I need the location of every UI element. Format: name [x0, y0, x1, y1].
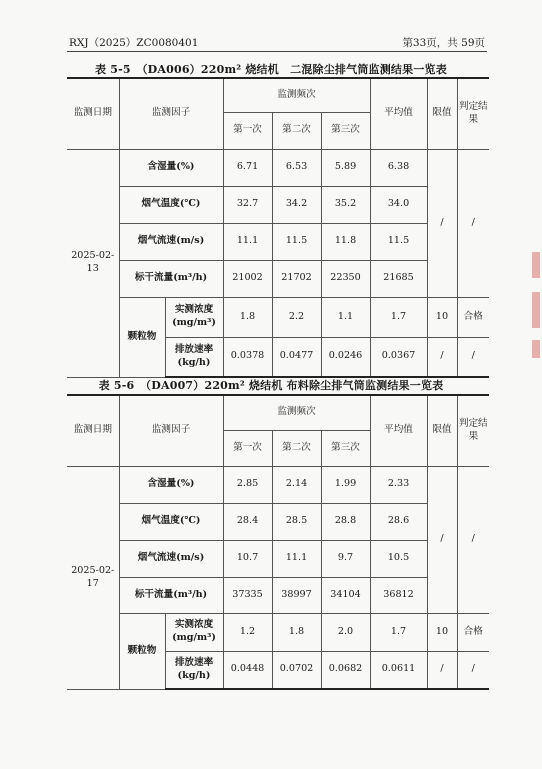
judgement-cell: / — [457, 466, 489, 613]
monitoring-date: 2025-02-13 — [67, 149, 119, 377]
header-frequency: 监测频次 — [223, 395, 370, 430]
value-cell: 28.5 — [272, 503, 321, 540]
factor-label: 烟气温度(℃) — [119, 503, 223, 540]
value-cell: 5.89 — [321, 149, 370, 186]
value-cell: 11.5 — [272, 223, 321, 260]
value-cell: 1.2 — [223, 613, 272, 651]
judgement-cell: / — [457, 337, 489, 377]
header-judgement: 判定结果 — [457, 78, 489, 149]
average-cell: 0.0611 — [370, 651, 427, 689]
value-cell: 11.8 — [321, 223, 370, 260]
header-date: 监测日期 — [67, 78, 119, 149]
header-date: 监测日期 — [67, 395, 119, 466]
page-header — [69, 36, 485, 50]
value-cell: 9.7 — [321, 540, 370, 577]
value-cell: 0.0378 — [223, 337, 272, 377]
average-cell: 6.38 — [370, 149, 427, 186]
header-limit: 限值 — [427, 395, 457, 466]
value-cell: 0.0448 — [223, 651, 272, 689]
header-run: 第三次 — [321, 112, 370, 149]
average-cell: 11.5 — [370, 223, 427, 260]
value-cell: 11.1 — [272, 540, 321, 577]
value-cell: 21702 — [272, 260, 321, 297]
value-cell: 22350 — [321, 260, 370, 297]
factor-label: 实测浓度(mg/m³) — [165, 613, 223, 651]
monitoring-date: 2025-02-17 — [67, 466, 119, 689]
header-average: 平均值 — [370, 395, 427, 466]
value-cell: 1.8 — [272, 613, 321, 651]
average-cell: 1.7 — [370, 613, 427, 651]
factor-label: 标干流量(m³/h) — [119, 260, 223, 297]
value-cell: 34.2 — [272, 186, 321, 223]
average-cell: 28.6 — [370, 503, 427, 540]
factor-label: 烟气流速(m/s) — [119, 223, 223, 260]
factor-label: 烟气温度(℃) — [119, 186, 223, 223]
value-cell: 2.85 — [223, 466, 272, 503]
monitoring-table — [67, 394, 489, 690]
factor-label: 含湿量(%) — [119, 466, 223, 503]
value-cell: 35.2 — [321, 186, 370, 223]
value-cell: 2.14 — [272, 466, 321, 503]
judgement-cell: / — [457, 651, 489, 689]
header-average: 平均值 — [370, 78, 427, 149]
header-rule — [67, 51, 487, 52]
average-cell: 0.0367 — [370, 337, 427, 377]
factor-label: 排放速率(kg/h) — [165, 651, 223, 689]
value-cell: 10.7 — [223, 540, 272, 577]
average-cell: 10.5 — [370, 540, 427, 577]
document-id: RXJ（2025）ZC0080401 — [69, 37, 199, 49]
factor-label: 实测浓度(mg/m³) — [165, 297, 223, 337]
seal-edge-mark — [532, 252, 540, 278]
header-factor: 监测因子 — [119, 395, 223, 466]
value-cell: 38997 — [272, 577, 321, 613]
header-frequency: 监测频次 — [223, 78, 370, 112]
value-cell: 0.0477 — [272, 337, 321, 377]
value-cell: 0.0702 — [272, 651, 321, 689]
header-limit: 限值 — [427, 78, 457, 149]
header-run: 第三次 — [321, 430, 370, 466]
factor-label: 含湿量(%) — [119, 149, 223, 186]
value-cell: 6.71 — [223, 149, 272, 186]
header-factor: 监测因子 — [119, 78, 223, 149]
page-number: 第33页，共 59页 — [402, 37, 485, 49]
average-cell: 1.7 — [370, 297, 427, 337]
value-cell: 2.0 — [321, 613, 370, 651]
judgement-cell: 合格 — [457, 613, 489, 651]
value-cell: 0.0246 — [321, 337, 370, 377]
pollutant-group-label: 颗粒物 — [119, 297, 165, 377]
value-cell: 1.8 — [223, 297, 272, 337]
pollutant-group-label: 颗粒物 — [119, 613, 165, 689]
value-cell: 32.7 — [223, 186, 272, 223]
header-run: 第二次 — [272, 430, 321, 466]
header-run: 第一次 — [223, 430, 272, 466]
value-cell: 34104 — [321, 577, 370, 613]
value-cell: 28.4 — [223, 503, 272, 540]
average-cell: 36812 — [370, 577, 427, 613]
average-cell: 34.0 — [370, 186, 427, 223]
factor-label: 标干流量(m³/h) — [119, 577, 223, 613]
header-run: 第一次 — [223, 112, 272, 149]
limit-cell: 10 — [427, 297, 457, 337]
table-title: 表 5-6 （DA007）220m² 烧结机 布料除尘排气筒监测结果一览表 — [98, 379, 444, 392]
value-cell: 2.2 — [272, 297, 321, 337]
header-run: 第二次 — [272, 112, 321, 149]
value-cell: 1.1 — [321, 297, 370, 337]
monitoring-table — [67, 77, 489, 378]
judgement-cell: 合格 — [457, 297, 489, 337]
value-cell: 21002 — [223, 260, 272, 297]
value-cell: 1.99 — [321, 466, 370, 503]
limit-cell: / — [427, 149, 457, 297]
limit-cell: / — [427, 466, 457, 613]
value-cell: 37335 — [223, 577, 272, 613]
value-cell: 28.8 — [321, 503, 370, 540]
seal-edge-mark — [532, 292, 540, 328]
limit-cell: / — [427, 337, 457, 377]
judgement-cell: / — [457, 149, 489, 297]
average-cell: 21685 — [370, 260, 427, 297]
table-title: 表 5-5 （DA006）220m² 烧结机 二混除尘排气筒监测结果一览表 — [95, 63, 447, 76]
limit-cell: / — [427, 651, 457, 689]
factor-label: 烟气流速(m/s) — [119, 540, 223, 577]
limit-cell: 10 — [427, 613, 457, 651]
seal-edge-mark — [532, 340, 540, 358]
header-judgement: 判定结果 — [457, 395, 489, 466]
value-cell: 0.0682 — [321, 651, 370, 689]
factor-label: 排放速率(kg/h) — [165, 337, 223, 377]
value-cell: 6.53 — [272, 149, 321, 186]
average-cell: 2.33 — [370, 466, 427, 503]
value-cell: 11.1 — [223, 223, 272, 260]
